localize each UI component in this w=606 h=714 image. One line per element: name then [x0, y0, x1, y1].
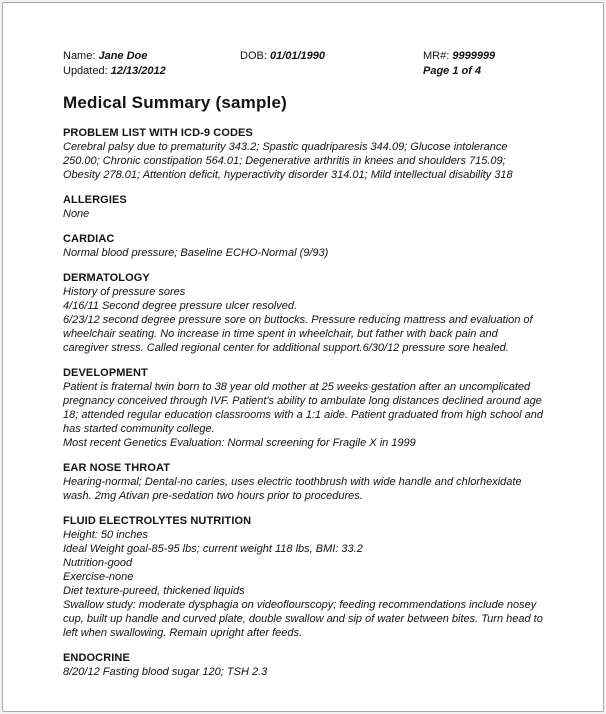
section-development: [63, 367, 545, 450]
section-text: Swallow study: moderate dysphagia on videoflourscopy; feeding recommendations include nosey cup, built up handle and curved plate, double swallow and sip of water between bites. Turn head to left when swallowing. Remain upright after feeds.: [63, 599, 543, 639]
section-text: Exercise-none: [63, 571, 134, 583]
section-text: 6/23/12 second degree pressure sore on buttocks. Pressure reducing mattress and evaluation of wheelchair seating. No increase in time spent in wheelchair, but father with back pain and caregiver stress. Called regional center for additional support.6/30/12 pressure sore healed.: [63, 314, 533, 354]
page-title: Medical Summary (sample): [63, 93, 287, 112]
name-value: Jane Doe: [98, 50, 148, 62]
header-spacer: [240, 64, 423, 79]
section-dermatology: [63, 272, 545, 355]
section-fluid-electrolytes-nutrition: [63, 515, 545, 640]
section-allergies: [63, 194, 545, 221]
mr-field: [423, 49, 545, 64]
name-field: [63, 49, 240, 64]
page-number-field: [423, 64, 545, 79]
document-page: [2, 2, 604, 712]
patient-header-row-1: [63, 49, 545, 64]
patient-header: [63, 49, 545, 79]
section-heading: PROBLEM LIST WITH ICD-9 CODES: [63, 127, 253, 139]
name-label: Name:: [63, 50, 96, 62]
section-text: Height: 50 inches: [63, 529, 148, 541]
section-text: 4/16/11 Second degree pressure ulcer resolved.: [63, 300, 297, 312]
section-endocrine: [63, 652, 545, 679]
updated-label: Updated:: [63, 65, 108, 77]
dob-label: DOB:: [240, 50, 267, 62]
dob-value: 01/01/1990: [269, 50, 326, 62]
section-text: Ideal Weight goal-85-95 lbs; current weight 118 lbs, BMI: 33.2: [63, 543, 363, 555]
section-heading: DEVELOPMENT: [63, 367, 148, 379]
section-text: Cerebral palsy due to prematurity 343.2; Spastic quadriparesis 344.09; Glucose intolerance 250.00; Chronic constipation 564.01; Degenerative arthritis in knees and shoulders 715.09; Obesity 278.01; Attention deficit, hyperactivity disorder 314.01; Mild intellectual disability 318: [63, 141, 513, 181]
section-text: Diet texture-pureed, thickened liquids: [63, 585, 245, 597]
section-text: Normal blood pressure; Baseline ECHO-Normal (9/93): [63, 247, 329, 259]
section-heading: FLUID ELECTROLYTES NUTRITION: [63, 515, 252, 527]
page-number: Page 1 of 4: [423, 65, 482, 77]
section-text: 8/20/12 Fasting blood sugar 120; TSH 2.3: [63, 666, 268, 678]
section-text: Nutrition-good: [63, 557, 133, 569]
section-text: Most recent Genetics Evaluation: Normal screening for Fragile X in 1999: [63, 437, 416, 449]
section-problem-list: [63, 127, 545, 182]
updated-field: [63, 64, 240, 79]
section-heading: ENDOCRINE: [63, 652, 130, 664]
dob-field: [240, 49, 423, 64]
section-text: None: [63, 208, 90, 220]
mr-label: MR#:: [423, 50, 450, 62]
section-heading: CARDIAC: [63, 233, 115, 245]
section-heading: DERMATOLOGY: [63, 272, 150, 284]
section-heading: ALLERGIES: [63, 194, 127, 206]
section-text: History of pressure sores: [63, 286, 186, 298]
section-heading: EAR NOSE THROAT: [63, 462, 171, 474]
updated-value: 12/13/2012: [110, 65, 166, 77]
section-text: Patient is fraternal twin born to 38 year old mother at 25 weeks gestation after an uncomplicated pregnancy conceived through IVF. Patient's ability to ambulate long distances declined around age 18; attended regular education classrooms with a 1:1 aide. Patient graduated from high school and has started community college.: [63, 381, 544, 435]
patient-header-row-2: [63, 64, 545, 79]
section-cardiac: [63, 233, 545, 260]
section-text: Hearing-normal; Dental-no caries, uses electric toothbrush with wide handle and chlorhexidate wash. 2mg Ativan pre-sedation two hours prior to procedures.: [63, 476, 522, 502]
mr-value: 9999999: [452, 50, 496, 62]
section-ear-nose-throat: [63, 462, 545, 503]
